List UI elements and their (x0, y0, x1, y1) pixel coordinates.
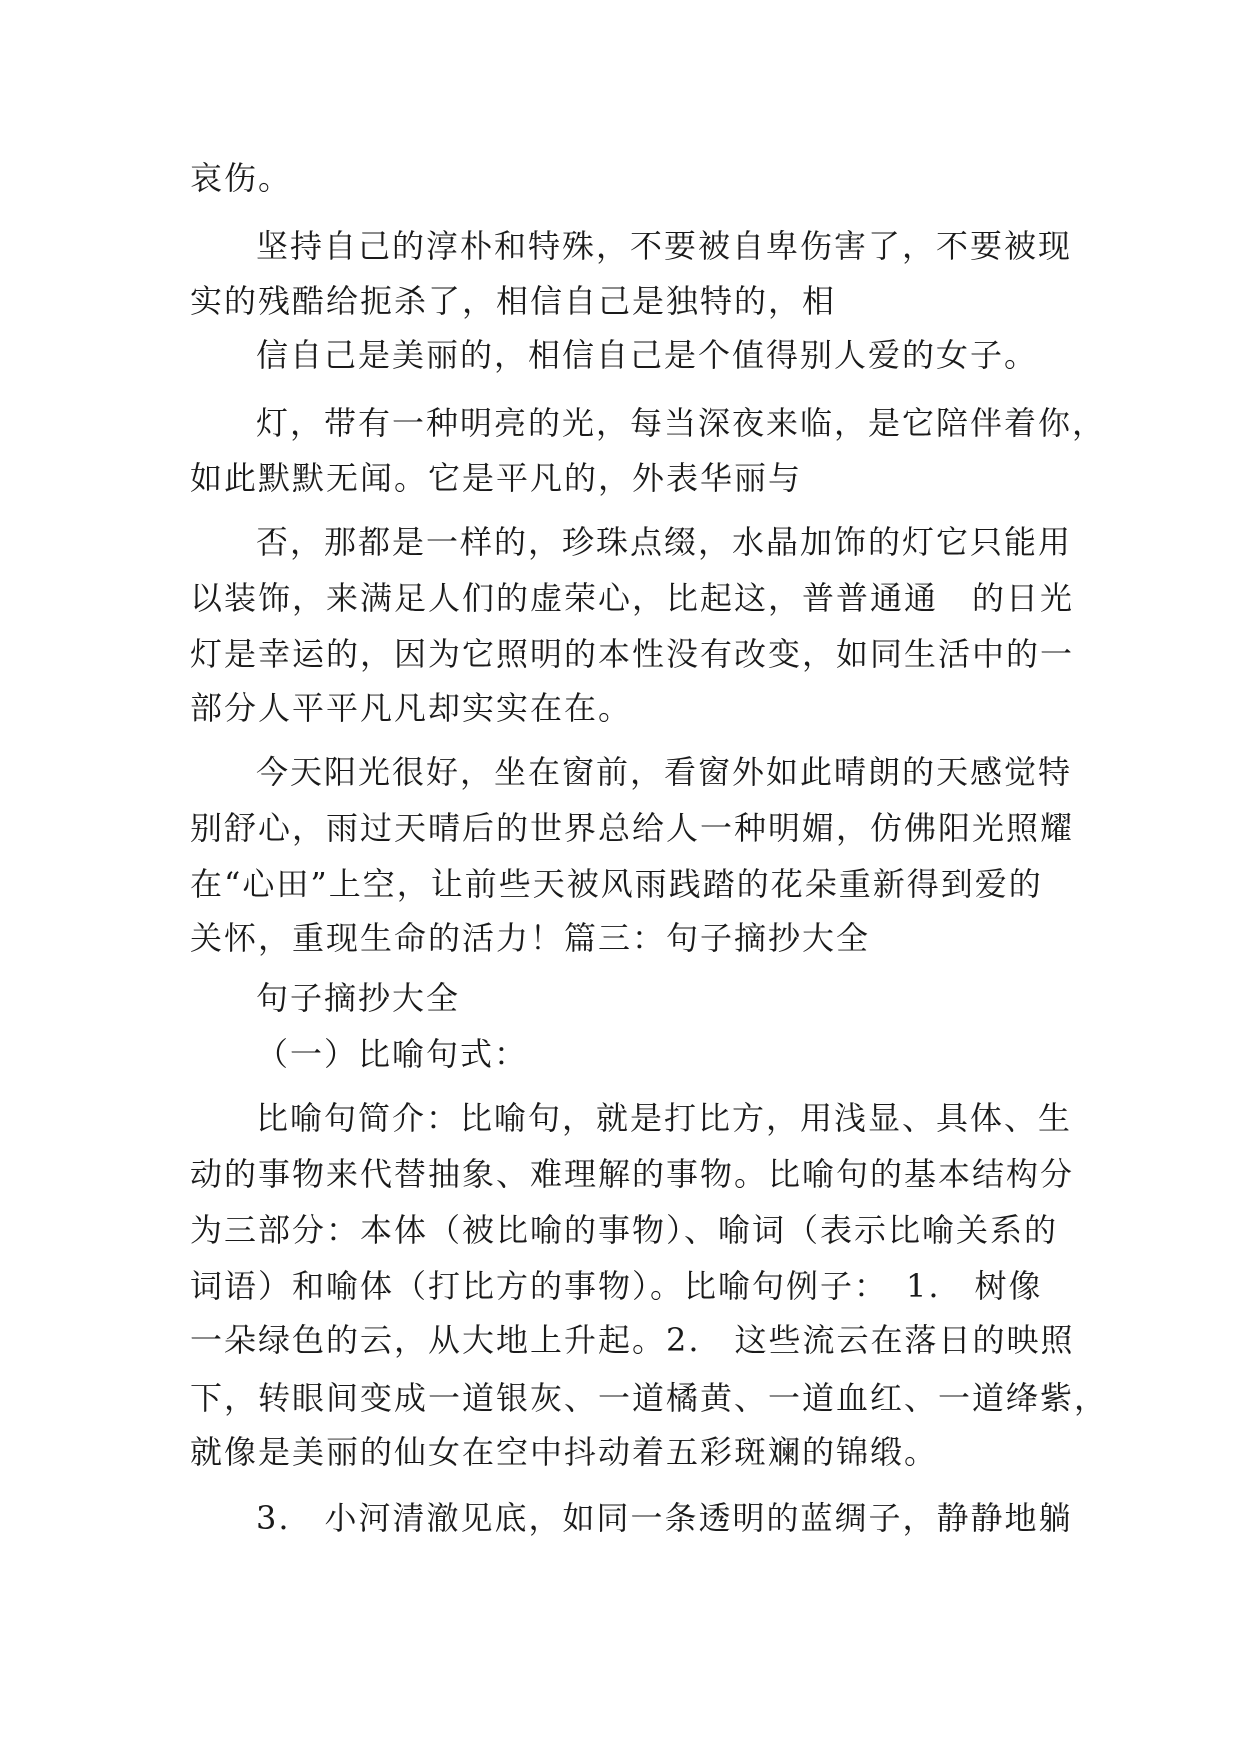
text-line: 哀伤。 (190, 159, 293, 197)
text-line: 灯，带有一种明亮的光，每当深夜来临，是它陪伴着你， (256, 404, 1107, 442)
text-line: 否，那都是一样的，珍珠点缀，水晶加饰的灯它只能用 (256, 523, 1073, 561)
text-line: 别舒心，雨过天晴后的世界总给人一种明媚，仿佛阳光照耀 (190, 809, 1075, 847)
text-line: 为三部分：本体（被比喻的事物）、喻词（表示比喻关系的 (190, 1211, 1059, 1249)
text-line: 信自己是美丽的，相信自己是个值得别人爱的女子。 (256, 336, 1039, 374)
text-line: 以装饰，来满足人们的虚荣心，比起这，普普通通 的日光 (190, 579, 1075, 617)
text-line: 3. 小河清澈见底，如同一条透明的蓝绸子，静静地躺 (256, 1499, 1073, 1537)
text-line: 部分人平平凡凡却实实在在。 (190, 689, 633, 727)
text-line: 坚持自己的淳朴和特殊，不要被自卑伤害了，不要被现 (256, 227, 1073, 265)
text-line: （一）比喻句式： (256, 1035, 529, 1073)
text-line: 一朵绿色的云，从大地上升起。2. 这些流云在落日的映照 (190, 1321, 1075, 1359)
text-line: 关怀，重现生命的活力！篇三：句子摘抄大全 (190, 919, 871, 957)
text-line: 如此默默无闻。它是平凡的，外表华丽与 (190, 459, 803, 497)
text-line: 句子摘抄大全 (256, 979, 461, 1017)
text-line: 词语）和喻体（打比方的事物）。比喻句例子： 1. 树像 (190, 1267, 1043, 1305)
text-line: 动的事物来代替抽象、难理解的事物。比喻句的基本结构分 (190, 1155, 1075, 1193)
text-line: 在“心田”上空，让前些天被风雨践踏的花朵重新得到爱的 (190, 865, 1043, 903)
text-line: 实的残酷给扼杀了，相信自己是独特的，相 (190, 282, 837, 320)
text-line: 今天阳光很好，坐在窗前，看窗外如此晴朗的天感觉特 (256, 753, 1073, 791)
text-line: 比喻句简介：比喻句，就是打比方，用浅显、具体、生 (256, 1099, 1073, 1137)
text-line: 就像是美丽的仙女在空中抖动着五彩斑斓的锦缎。 (190, 1433, 939, 1471)
text-line: 下，转眼间变成一道银灰、一道橘黄、一道血红、一道绛紫， (190, 1379, 1109, 1417)
text-line: 灯是幸运的，因为它照明的本性没有改变，如同生活中的一 (190, 635, 1075, 673)
